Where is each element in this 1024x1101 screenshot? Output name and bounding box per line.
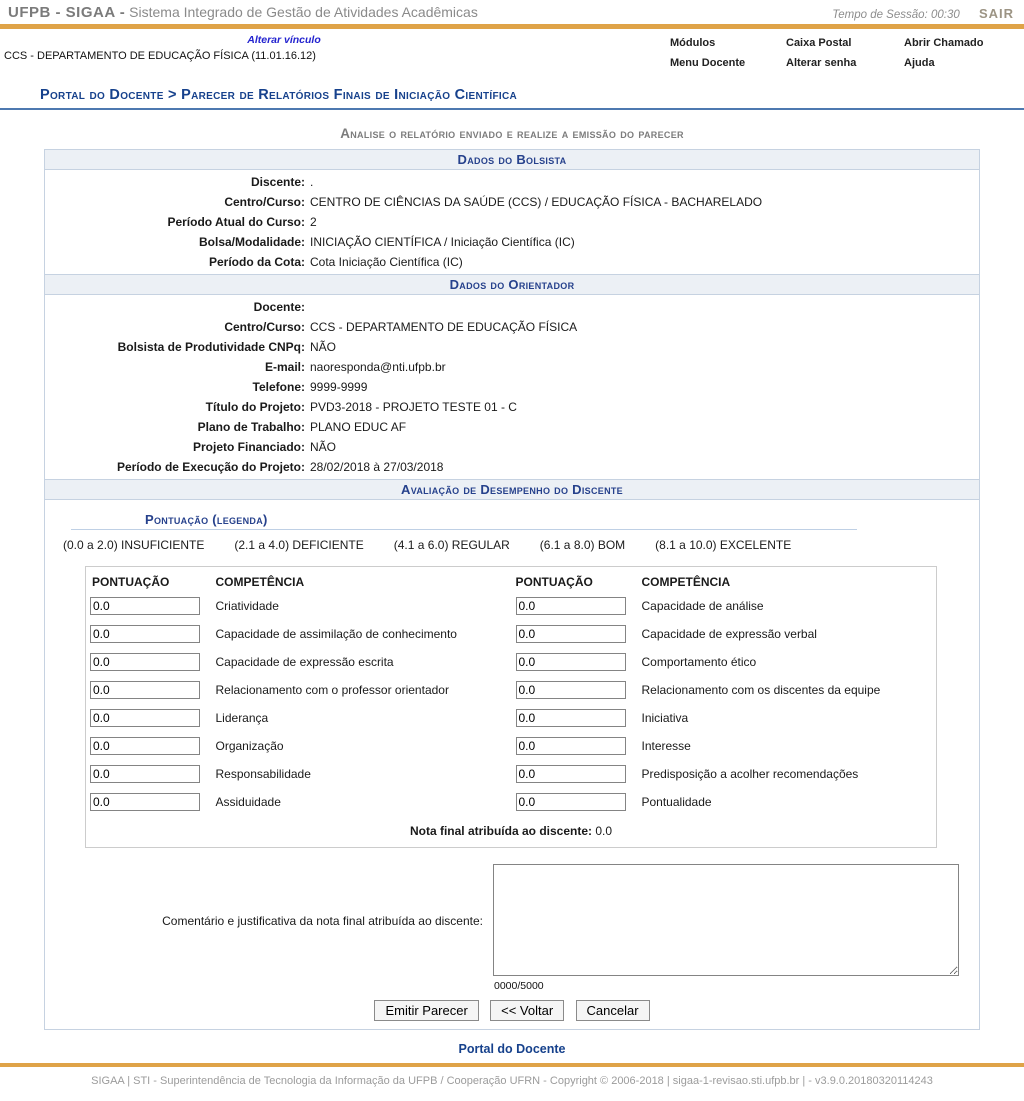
- orientador-details: [45, 297, 979, 477]
- breadcrumb-portal-link[interactable]: Portal do Docente: [40, 87, 164, 103]
- menu-item-caixa-postal[interactable]: Caixa Postal: [786, 37, 852, 49]
- column-header-pontuacao: PONTUAÇÃO: [515, 575, 593, 589]
- score-input[interactable]: [516, 681, 626, 699]
- score-input[interactable]: [516, 653, 626, 671]
- table-row: [45, 232, 979, 252]
- score-input[interactable]: [90, 765, 200, 783]
- logout-link[interactable]: SAIR: [978, 6, 1014, 21]
- field-label: Período da Cota:: [208, 255, 305, 269]
- table-header-row: [86, 567, 937, 593]
- section-title-avaliacao: Avaliação de Desempenho do Discente: [45, 479, 979, 500]
- bolsista-details: [45, 172, 979, 272]
- competency-label: Liderança: [215, 711, 269, 725]
- table-row: [45, 192, 979, 212]
- score-row: [86, 788, 937, 816]
- field-label: Telefone:: [252, 380, 305, 394]
- menu-item-ajuda[interactable]: Ajuda: [904, 57, 935, 69]
- action-buttons: [45, 1000, 979, 1021]
- field-value: Cota Iniciação Científica (IC): [310, 255, 463, 269]
- score-row: [86, 704, 937, 732]
- field-label: Período de Execução do Projeto:: [116, 460, 305, 474]
- score-row: [86, 760, 937, 788]
- footer-copyright: SIGAA | STI - Superintendência de Tecnologia da Informação da UFPB / Cooperação UFRN - Copyright © 2006-2018 | sigaa-1-revisao.sti.ufpb.br | - v3.9.0.20180320114243: [91, 1075, 933, 1087]
- field-value: 2: [310, 215, 317, 229]
- top-header: [0, 0, 1024, 24]
- field-value: CENTRO DE CIÊNCIAS DA SAÚDE (CCS) / EDUCAÇÃO FÍSICA - BACHARELADO: [310, 195, 763, 209]
- breadcrumb-current: Parecer de Relatórios Finais de Iniciação Científica: [181, 87, 518, 103]
- field-label: Bolsista de Produtividade CNPq:: [117, 340, 305, 354]
- score-row: [86, 648, 937, 676]
- session-timer-value: 00:30: [930, 9, 960, 21]
- brand-line: [8, 4, 478, 21]
- competency-label: Responsabilidade: [215, 767, 311, 781]
- field-label: E-mail:: [264, 360, 305, 374]
- final-grade-row: [86, 816, 937, 848]
- competency-label: Assiduidade: [215, 795, 281, 809]
- score-input[interactable]: [90, 709, 200, 727]
- field-label: Centro/Curso:: [224, 320, 305, 334]
- legend-item: (4.1 a 6.0) REGULAR: [393, 538, 510, 552]
- department-name: CCS - DEPARTAMENTO DE EDUCAÇÃO FÍSICA (11.01.16.12): [4, 50, 316, 62]
- change-bond-link[interactable]: Alterar vínculo: [247, 34, 321, 46]
- legend-item: (2.1 a 4.0) DEFICIENTE: [234, 538, 364, 552]
- score-input[interactable]: [516, 597, 626, 615]
- legend-item: (6.1 a 8.0) BOM: [539, 538, 626, 552]
- competency-label: Relacionamento com os discentes da equipe: [641, 683, 881, 697]
- score-row: [86, 592, 937, 620]
- final-grade-label: Nota final atribuída ao discente:: [409, 824, 592, 838]
- field-label: Docente:: [253, 300, 305, 314]
- session-timer-label: Tempo de Sessão:: [832, 9, 928, 21]
- comment-section: [45, 864, 979, 979]
- field-label: Título do Projeto:: [205, 400, 305, 414]
- table-row: [45, 377, 979, 397]
- back-button[interactable]: << Voltar: [490, 1000, 564, 1021]
- footer-portal-link[interactable]: Portal do Docente: [458, 1042, 566, 1056]
- breadcrumb: [40, 87, 1024, 103]
- table-row: [45, 252, 979, 272]
- field-value: naoresponda@nti.ufpb.br: [310, 360, 446, 374]
- score-input[interactable]: [90, 793, 200, 811]
- section-title-bolsista: Dados do Bolsista: [45, 150, 979, 170]
- system-name: Sistema Integrado de Gestão de Atividades Acadêmicas: [129, 4, 478, 20]
- score-row: [86, 676, 937, 704]
- column-header-pontuacao: PONTUAÇÃO: [92, 575, 170, 589]
- table-row: [45, 437, 979, 457]
- report-review-panel: [44, 149, 980, 1030]
- score-input[interactable]: [90, 737, 200, 755]
- cancel-button[interactable]: Cancelar: [576, 1000, 650, 1021]
- score-row: [86, 732, 937, 760]
- table-row: [45, 457, 979, 477]
- footer-accent-bar: [0, 1063, 1024, 1067]
- brand-logo: UFPB - SIGAA -: [8, 4, 126, 21]
- field-value: NÃO: [310, 440, 337, 454]
- field-label: Centro/Curso:: [224, 195, 305, 209]
- field-value: INICIAÇÃO CIENTÍFICA / Iniciação Científica (IC): [310, 235, 575, 249]
- competency-label: Capacidade de expressão verbal: [641, 627, 817, 641]
- sub-header: [0, 29, 1024, 75]
- header-menu: [670, 34, 1014, 69]
- session-line: [832, 6, 1014, 21]
- field-value: 28/02/2018 à 27/03/2018: [310, 460, 444, 474]
- field-value: .: [310, 175, 314, 189]
- table-row: [45, 172, 979, 192]
- score-input[interactable]: [516, 793, 626, 811]
- page-instruction: Analise o relatório enviado e realize a emissão do parecer: [340, 126, 684, 141]
- score-input[interactable]: [516, 709, 626, 727]
- footer-portal-row: [0, 1042, 1024, 1056]
- column-header-competencia: COMPETÊNCIA: [215, 575, 305, 589]
- comment-label: Comentário e justificativa da nota final atribuída ao discente:: [162, 914, 483, 929]
- menu-item-modulos[interactable]: Módulos: [670, 37, 716, 49]
- score-input[interactable]: [90, 625, 200, 643]
- competency-label: Pontualidade: [641, 795, 712, 809]
- field-label: Discente:: [250, 175, 305, 189]
- table-row: [45, 357, 979, 377]
- table-row: [45, 397, 979, 417]
- char-counter: 0000/5000: [494, 980, 544, 992]
- competency-label: Organização: [215, 739, 284, 753]
- final-grade-value: 0.0: [595, 824, 613, 838]
- field-label: Bolsa/Modalidade:: [198, 235, 305, 249]
- table-row: [45, 337, 979, 357]
- competency-label: Iniciativa: [641, 711, 689, 725]
- score-row: [86, 620, 937, 648]
- column-header-competencia: COMPETÊNCIA: [641, 575, 731, 589]
- field-label: Período Atual do Curso:: [167, 215, 305, 229]
- comment-textarea[interactable]: [493, 864, 959, 976]
- field-value: NÃO: [310, 340, 337, 354]
- competency-label: Comportamento ético: [641, 655, 757, 669]
- legend-item: (8.1 a 10.0) EXCELENTE: [655, 538, 792, 552]
- score-input[interactable]: [516, 765, 626, 783]
- field-value: CCS - DEPARTAMENTO DE EDUCAÇÃO FÍSICA: [310, 320, 578, 334]
- section-title-orientador: Dados do Orientador: [45, 274, 979, 295]
- table-row: [45, 212, 979, 232]
- competency-label: Interesse: [641, 739, 691, 753]
- bond-info: [4, 34, 564, 69]
- table-row: [45, 317, 979, 337]
- score-input[interactable]: [516, 737, 626, 755]
- competency-label: Predisposição a acolher recomendações: [641, 767, 859, 781]
- emit-parecer-button[interactable]: Emitir Parecer: [374, 1000, 478, 1021]
- legend-item: (0.0 a 2.0) INSUFICIENTE: [63, 538, 205, 552]
- score-input[interactable]: [516, 625, 626, 643]
- field-label: Plano de Trabalho:: [197, 420, 305, 434]
- menu-item-alterar-senha[interactable]: Alterar senha: [786, 57, 857, 69]
- score-input[interactable]: [90, 653, 200, 671]
- score-legend: [63, 538, 979, 552]
- score-input[interactable]: [90, 681, 200, 699]
- field-label: Projeto Financiado:: [192, 440, 305, 454]
- field-value: PLANO EDUC AF: [310, 420, 407, 434]
- competency-label: Capacidade de expressão escrita: [215, 655, 394, 669]
- legend-title: Pontuação (legenda): [71, 512, 857, 530]
- breadcrumb-rule: [0, 108, 1024, 110]
- table-row: [45, 417, 979, 437]
- table-row: [45, 297, 979, 317]
- field-value: [307, 297, 979, 317]
- breadcrumb-separator: >: [168, 87, 177, 103]
- competency-label: Criatividade: [215, 599, 279, 613]
- competency-label: Relacionamento com o professor orientador: [215, 683, 449, 697]
- score-input[interactable]: [90, 597, 200, 615]
- competency-label: Capacidade de assimilação de conhecimento: [215, 627, 457, 641]
- field-value: 9999-9999: [310, 380, 368, 394]
- competency-label: Capacidade de análise: [641, 599, 764, 613]
- competency-score-table: [85, 566, 937, 848]
- menu-item-abrir-chamado[interactable]: Abrir Chamado: [904, 37, 984, 49]
- field-value: PVD3-2018 - PROJETO TESTE 01 - C: [310, 400, 517, 414]
- menu-item-menu-docente[interactable]: Menu Docente: [670, 57, 746, 69]
